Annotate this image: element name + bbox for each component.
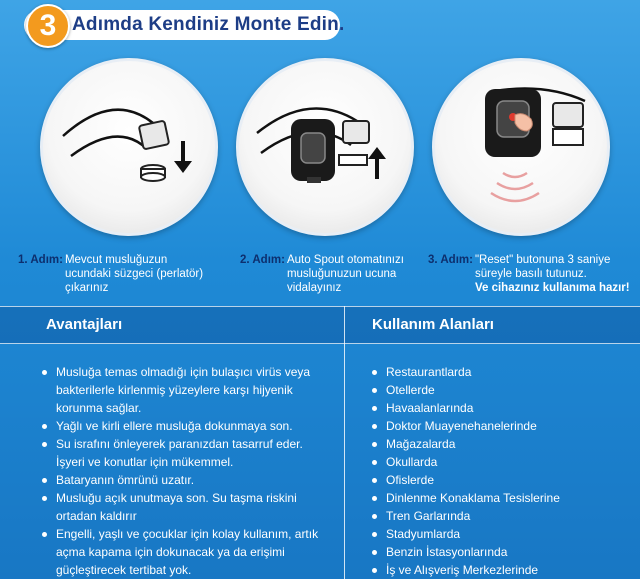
list-item: Benzin İstasyonlarında xyxy=(370,543,630,561)
list-item: Okullarda xyxy=(370,453,630,471)
step-3-line: süreyle basılı tutunuz. xyxy=(474,268,587,280)
list-item: Engelli, yaşlı ve çocuklar için kolay kullanım, artık açma kapama için dokunacak ya da erişimi güçleştirecek tertibat yok. xyxy=(40,525,330,579)
section-divider xyxy=(344,306,345,579)
step-count-badge: 3 xyxy=(26,4,70,48)
list-item: Doktor Muayenehanelerinde xyxy=(370,417,630,435)
list-item: Dinlenme Konaklama Tesislerine xyxy=(370,489,630,507)
step-2-line: Auto Spout otomatınızı xyxy=(286,254,404,266)
step-3-line: Ve cihazınız kullanıma hazır! xyxy=(474,282,630,294)
step-2-line: vidalayınız xyxy=(286,282,342,294)
list-item: Stadyumlarda xyxy=(370,525,630,543)
areas-title: Kullanım Alanları xyxy=(372,316,494,333)
areas-list xyxy=(370,363,630,579)
step-1-caption xyxy=(18,253,203,295)
step-3-number: 3. Adım: xyxy=(428,254,473,266)
step-1-line: ucundaki süzgeci (perlatör) xyxy=(64,268,204,280)
arrow-up-icon xyxy=(368,147,386,179)
advantages-list xyxy=(40,363,330,579)
step-2-number: 2. Adım: xyxy=(240,254,285,266)
step-3-illustration xyxy=(432,58,610,236)
arrow-down-icon xyxy=(174,141,192,173)
list-item: Mağazalarda xyxy=(370,435,630,453)
list-item: Su israfını önleyerek paranızdan tasarruf eder. İşyeri ve konutlar için mükemmel. xyxy=(40,435,330,471)
step-1-line: Mevcut musluğuzun xyxy=(64,254,168,266)
step-3-caption xyxy=(428,253,630,295)
step-2-line: musluğunuzun ucuna xyxy=(286,268,397,280)
step-2-caption xyxy=(240,253,404,295)
step-1-line: çıkarınız xyxy=(64,282,109,294)
step-3-line: "Reset" butonuna 3 saniye xyxy=(474,254,611,266)
list-item: Havaalanlarında xyxy=(370,399,630,417)
list-item: Otellerde xyxy=(370,381,630,399)
advantages-title: Avantajları xyxy=(46,316,123,333)
list-item: Yağlı ve kirli ellere musluğa dokunmaya son. xyxy=(40,417,330,435)
list-item: İş ve Alışveriş Merkezlerinde xyxy=(370,561,630,579)
list-item: Ofislerde xyxy=(370,471,630,489)
device-icon xyxy=(291,119,335,183)
list-item: Tren Garlarında xyxy=(370,507,630,525)
list-item: Bataryanın ömrünü uzatır. xyxy=(40,471,330,489)
aerator-icon xyxy=(141,165,165,181)
list-item: Restaurantlarda xyxy=(370,363,630,381)
step-1-number: 1. Adım: xyxy=(18,254,63,266)
step-2-illustration xyxy=(236,58,414,236)
page-title: Adımda Kendiniz Monte Edin. xyxy=(72,14,345,35)
step-1-illustration xyxy=(40,58,218,236)
sensor-waves-icon xyxy=(491,173,539,201)
list-item: Musluğu açık unutmaya son. Su taşma riskini ortadan kaldırır xyxy=(40,489,330,525)
list-item: Musluğa temas olmadığı için bulaşıcı virüs veya bakterilerle kirlenmiş yüzeylere karşı hijyenik korunma sağlar. xyxy=(40,363,330,417)
